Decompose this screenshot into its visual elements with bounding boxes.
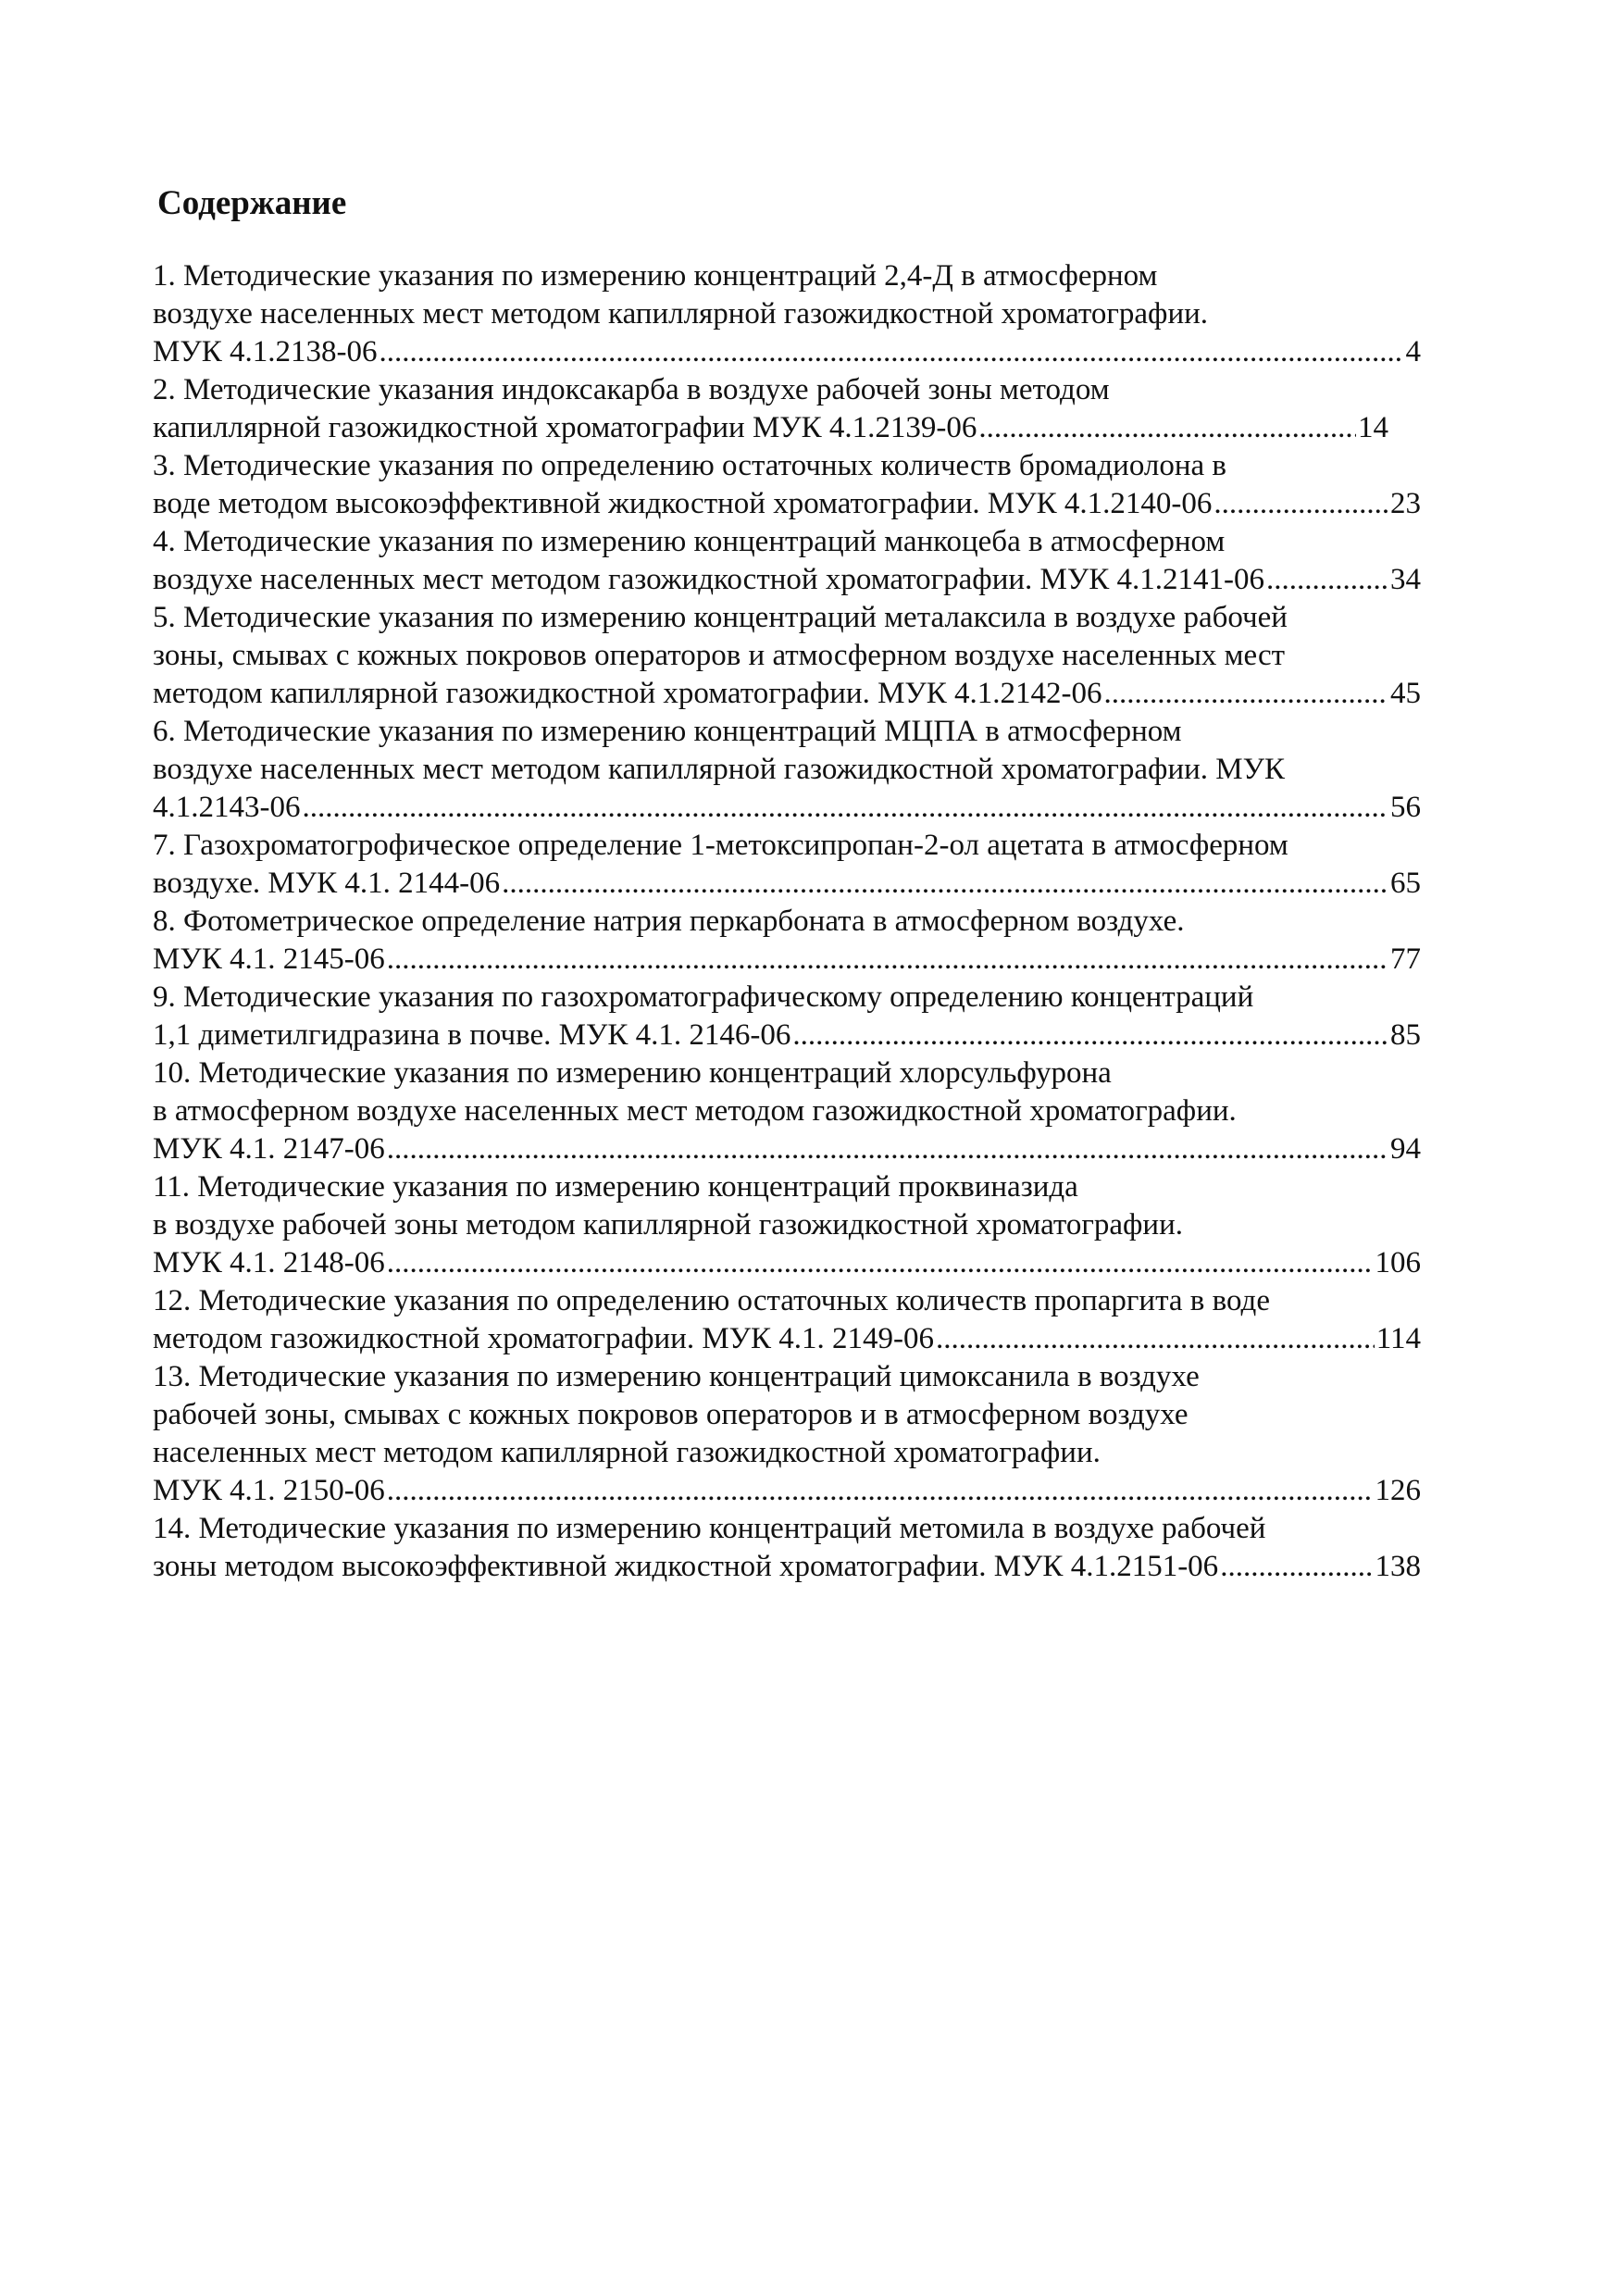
- toc-entry[interactable]: [153, 713, 1421, 827]
- entry-text-line: МУК 4.1. 2147-06: [153, 1132, 385, 1166]
- entry-last-line: [153, 865, 1421, 903]
- page-number: 77: [1390, 942, 1421, 976]
- entry-last-line: [153, 789, 1421, 827]
- toc-entry[interactable]: [153, 1282, 1421, 1358]
- toc-entry[interactable]: [153, 1054, 1421, 1168]
- dot-leader: [387, 941, 1388, 979]
- page-number: 106: [1375, 1246, 1421, 1279]
- page-number: 45: [1390, 677, 1421, 710]
- entry-text-line: 7. Газохроматогрофическое определение 1-метоксипропан-2-ол ацетата в атмосферном: [153, 829, 1288, 862]
- page-number: 4: [1405, 335, 1421, 368]
- dot-leader: [978, 409, 1356, 447]
- entry-text-line: воздухе населенных мест методом капиллярной газожидкостной хроматографии.: [153, 297, 1209, 331]
- toc-entry[interactable]: [153, 1358, 1421, 1510]
- page-number: 126: [1375, 1474, 1421, 1507]
- toc-entry[interactable]: [153, 1510, 1421, 1586]
- page-number: 85: [1390, 1018, 1421, 1052]
- page-number: 65: [1390, 867, 1421, 900]
- entry-text-line: 1. Методические указания по измерению концентраций 2,4-Д в атмосферном: [153, 259, 1158, 293]
- entry-text-line: 3. Методические указания по определению остаточных количеств бромадиолона в: [153, 449, 1227, 482]
- page-number: 94: [1390, 1132, 1421, 1166]
- entry-text-line: МУК 4.1. 2150-06: [153, 1474, 385, 1507]
- entry-text-line: воздухе. МУК 4.1. 2144-06: [153, 867, 501, 900]
- toc-entry[interactable]: [153, 827, 1421, 903]
- entry-text-line: воде методом высокоэффективной жидкостной хроматографии. МУК 4.1.2140-06: [153, 487, 1213, 520]
- dot-leader: [936, 1320, 1375, 1358]
- dot-leader: [379, 333, 1403, 371]
- page-number: 56: [1390, 791, 1421, 824]
- entry-text-line: 14. Методические указания по измерению концентраций метомила в воздухе рабочей: [153, 1512, 1266, 1545]
- entry-text-line: 13. Методические указания по измерению концентраций цимоксанила в воздухе: [153, 1360, 1200, 1393]
- entry-last-line: [153, 1017, 1421, 1054]
- toc-entry[interactable]: [153, 1168, 1421, 1282]
- entry-text-line: 12. Методические указания по определению остаточных количеств пропаргита в воде: [153, 1284, 1270, 1317]
- entry-text-line: зоны, смывах с кожных покровов операторов и атмосферном воздухе населенных мест: [153, 639, 1286, 672]
- entry-text-line: рабочей зоны, смывах с кожных покровов операторов и в атмосферном воздухе: [153, 1398, 1189, 1431]
- table-of-contents: [153, 257, 1421, 1586]
- entry-text-line: МУК 4.1. 2145-06: [153, 942, 385, 976]
- entry-last-line: [153, 561, 1421, 599]
- entry-text-line: 4.1.2143-06: [153, 791, 301, 824]
- toc-entry[interactable]: [153, 523, 1421, 599]
- page-number: 23: [1390, 487, 1421, 520]
- entry-text-line: 11. Методические указания по измерению концентраций проквиназида: [153, 1170, 1078, 1204]
- entry-last-line: [153, 1472, 1421, 1510]
- page-number: 138: [1375, 1550, 1421, 1583]
- page-number: 14: [1358, 411, 1388, 444]
- entry-text-line: 4. Методические указания по измерению концентраций манкоцеба в атмосферном: [153, 525, 1226, 558]
- entry-last-line: [153, 1244, 1421, 1282]
- entry-last-line: [153, 1548, 1421, 1586]
- dot-leader: [502, 865, 1388, 903]
- page-number: 114: [1375, 1322, 1421, 1355]
- dot-leader: [387, 1244, 1374, 1282]
- entry-text-line: в воздухе рабочей зоны методом капиллярной газожидкостной хроматографии.: [153, 1208, 1183, 1242]
- entry-last-line: [153, 675, 1421, 713]
- entry-text-line: 10. Методические указания по измерению концентраций хлорсульфурона: [153, 1056, 1112, 1090]
- toc-entry[interactable]: [153, 979, 1421, 1054]
- dot-leader: [303, 789, 1389, 827]
- entry-text-line: методом газожидкостной хроматографии. МУК 4.1. 2149-06: [153, 1322, 935, 1355]
- entry-text-line: методом капиллярной газожидкостной хроматографии. МУК 4.1.2142-06: [153, 677, 1102, 710]
- entry-text-line: капиллярной газожидкостной хроматографии МУК 4.1.2139-06: [153, 411, 977, 444]
- entry-text-line: воздухе населенных мест методом газожидкостной хроматографии. МУК 4.1.2141-06: [153, 563, 1264, 596]
- entry-text-line: 8. Фотометрическое определение натрия перкарбоната в атмосферном воздухе.: [153, 905, 1185, 938]
- entry-text-line: 1,1 диметилгидразина в почве. МУК 4.1. 2146-06: [153, 1018, 791, 1052]
- toc-entry[interactable]: [153, 371, 1421, 447]
- dot-leader: [1214, 485, 1388, 523]
- toc-entry[interactable]: [153, 903, 1421, 979]
- entry-text-line: зоны методом высокоэффективной жидкостной хроматографии. МУК 4.1.2151-06: [153, 1550, 1219, 1583]
- page-number: 34: [1390, 563, 1421, 596]
- entry-last-line: [153, 409, 1388, 447]
- dot-leader: [387, 1130, 1388, 1168]
- entry-text-line: 9. Методические указания по газохроматографическому определению концентраций: [153, 980, 1254, 1014]
- entry-last-line: [153, 333, 1421, 371]
- toc-entry[interactable]: [153, 447, 1421, 523]
- entry-text-line: воздухе населенных мест методом капиллярной газожидкостной хроматографии. МУК: [153, 753, 1285, 786]
- entry-text-line: МУК 4.1.2138-06: [153, 335, 378, 368]
- entry-text-line: 2. Методические указания индоксакарба в воздухе рабочей зоны методом: [153, 373, 1110, 406]
- dot-leader: [387, 1472, 1374, 1510]
- entry-last-line: [153, 485, 1421, 523]
- dot-leader: [1104, 675, 1388, 713]
- entry-last-line: [153, 1320, 1421, 1358]
- entry-text-line: МУК 4.1. 2148-06: [153, 1246, 385, 1279]
- entry-last-line: [153, 1130, 1421, 1168]
- toc-entry[interactable]: [153, 257, 1421, 371]
- entry-text-line: 6. Методические указания по измерению концентраций МЦПА в атмосферном: [153, 715, 1182, 748]
- entry-text-line: 5. Методические указания по измерению концентраций металаксила в воздухе рабочей: [153, 601, 1288, 634]
- dot-leader: [792, 1017, 1388, 1054]
- page-title: Содержание: [157, 184, 347, 222]
- dot-leader: [1220, 1548, 1373, 1586]
- entry-text-line: населенных мест методом капиллярной газожидкостной хроматографии.: [153, 1436, 1101, 1469]
- entry-last-line: [153, 941, 1421, 979]
- dot-leader: [1266, 561, 1388, 599]
- toc-entry[interactable]: [153, 599, 1421, 713]
- entry-text-line: в атмосферном воздухе населенных мест методом газожидкостной хроматографии.: [153, 1094, 1237, 1128]
